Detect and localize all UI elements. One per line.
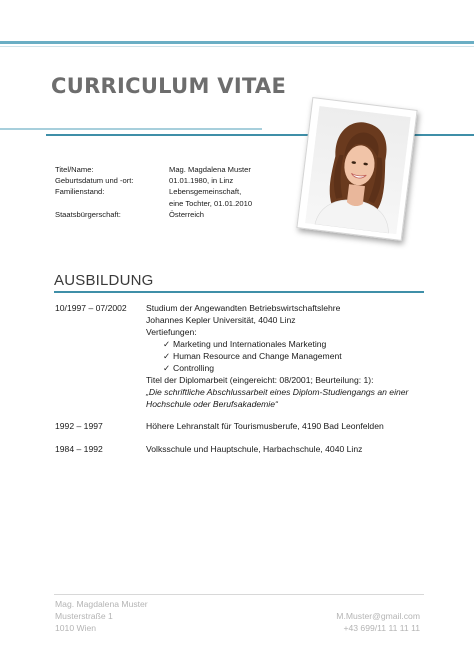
footer-address: [55, 598, 148, 634]
title-rule-light: [0, 128, 262, 130]
info-value: Mag. Magdalena Muster: [169, 165, 251, 174]
thesis-title: Hochschule oder Berufsakademie“: [146, 399, 278, 409]
education-line: Johannes Kepler Universität, 4040 Linz: [146, 315, 296, 325]
info-label: Geburtsdatum und -ort:: [55, 176, 134, 186]
footer-street: Musterstraße 1: [55, 611, 113, 621]
footer-email[interactable]: M.Muster@gmail.com: [336, 611, 420, 621]
education-line: Höhere Lehranstalt für Tourismusberufe, 4190 Bad Leonfelden: [146, 421, 384, 431]
info-value-line: eine Tochter, 01.01.2010: [169, 198, 253, 208]
title-rule-right: [412, 134, 474, 136]
list-item-text: Human Resource and Change Management: [173, 351, 342, 361]
education-line: Studium der Angewandten Betriebswirtschaftslehre: [146, 303, 341, 313]
checkmark-icon: ✓: [163, 339, 171, 349]
footer-city: 1010 Wien: [55, 623, 97, 633]
footer-contact: [336, 610, 420, 634]
footer-phone: +43 699/11 11 11 11: [343, 623, 420, 633]
info-label: Familienstand:: [55, 187, 105, 197]
education-date: 1992 – 1997: [55, 421, 103, 431]
top-rule: [0, 41, 474, 44]
education-date: 10/1997 – 07/2002: [55, 303, 127, 313]
list-item: [146, 350, 436, 362]
info-value: [169, 186, 309, 208]
education-details: [146, 443, 436, 455]
education-date: 1984 – 1992: [55, 444, 103, 454]
info-value-line: Lebensgemeinschaft,: [169, 187, 242, 197]
title-rule-dark: [46, 134, 316, 136]
checkmark-icon: ✓: [163, 351, 171, 361]
profile-photo: [296, 97, 417, 241]
education-details: [146, 302, 436, 410]
info-label: Titel/Name:: [55, 165, 94, 174]
section-title-education: AUSBILDUNG: [54, 272, 154, 289]
education-details: [146, 420, 436, 432]
portrait-image: [305, 106, 411, 234]
list-item: [146, 362, 436, 374]
info-label: Staatsbürgerschaft:: [55, 209, 121, 219]
education-line: Volksschule und Hauptschule, Harbachschule, 4040 Linz: [146, 444, 363, 454]
list-item-text: Marketing und Internationales Marketing: [173, 339, 327, 349]
footer-rule: [54, 594, 424, 595]
footer-name: Mag. Magdalena Muster: [55, 599, 148, 609]
document-title: CURRICULUM VITAE: [51, 74, 287, 98]
education-line: Vertiefungen:: [146, 327, 197, 337]
info-value: 01.01.1980, in Linz: [169, 176, 234, 186]
top-rule-thin: [0, 46, 474, 47]
list-item: [146, 338, 436, 350]
section-rule: [54, 291, 424, 293]
thesis-title: „Die schriftliche Abschlussarbeit eines Diplom-Studiengangs an einer: [146, 387, 409, 397]
thesis-line: Titel der Diplomarbeit (eingereicht: 08/2001; Beurteilung: 1):: [146, 375, 374, 385]
list-item-text: Controlling: [173, 363, 215, 373]
checkmark-icon: ✓: [163, 363, 171, 373]
info-value: Österreich: [169, 209, 205, 219]
